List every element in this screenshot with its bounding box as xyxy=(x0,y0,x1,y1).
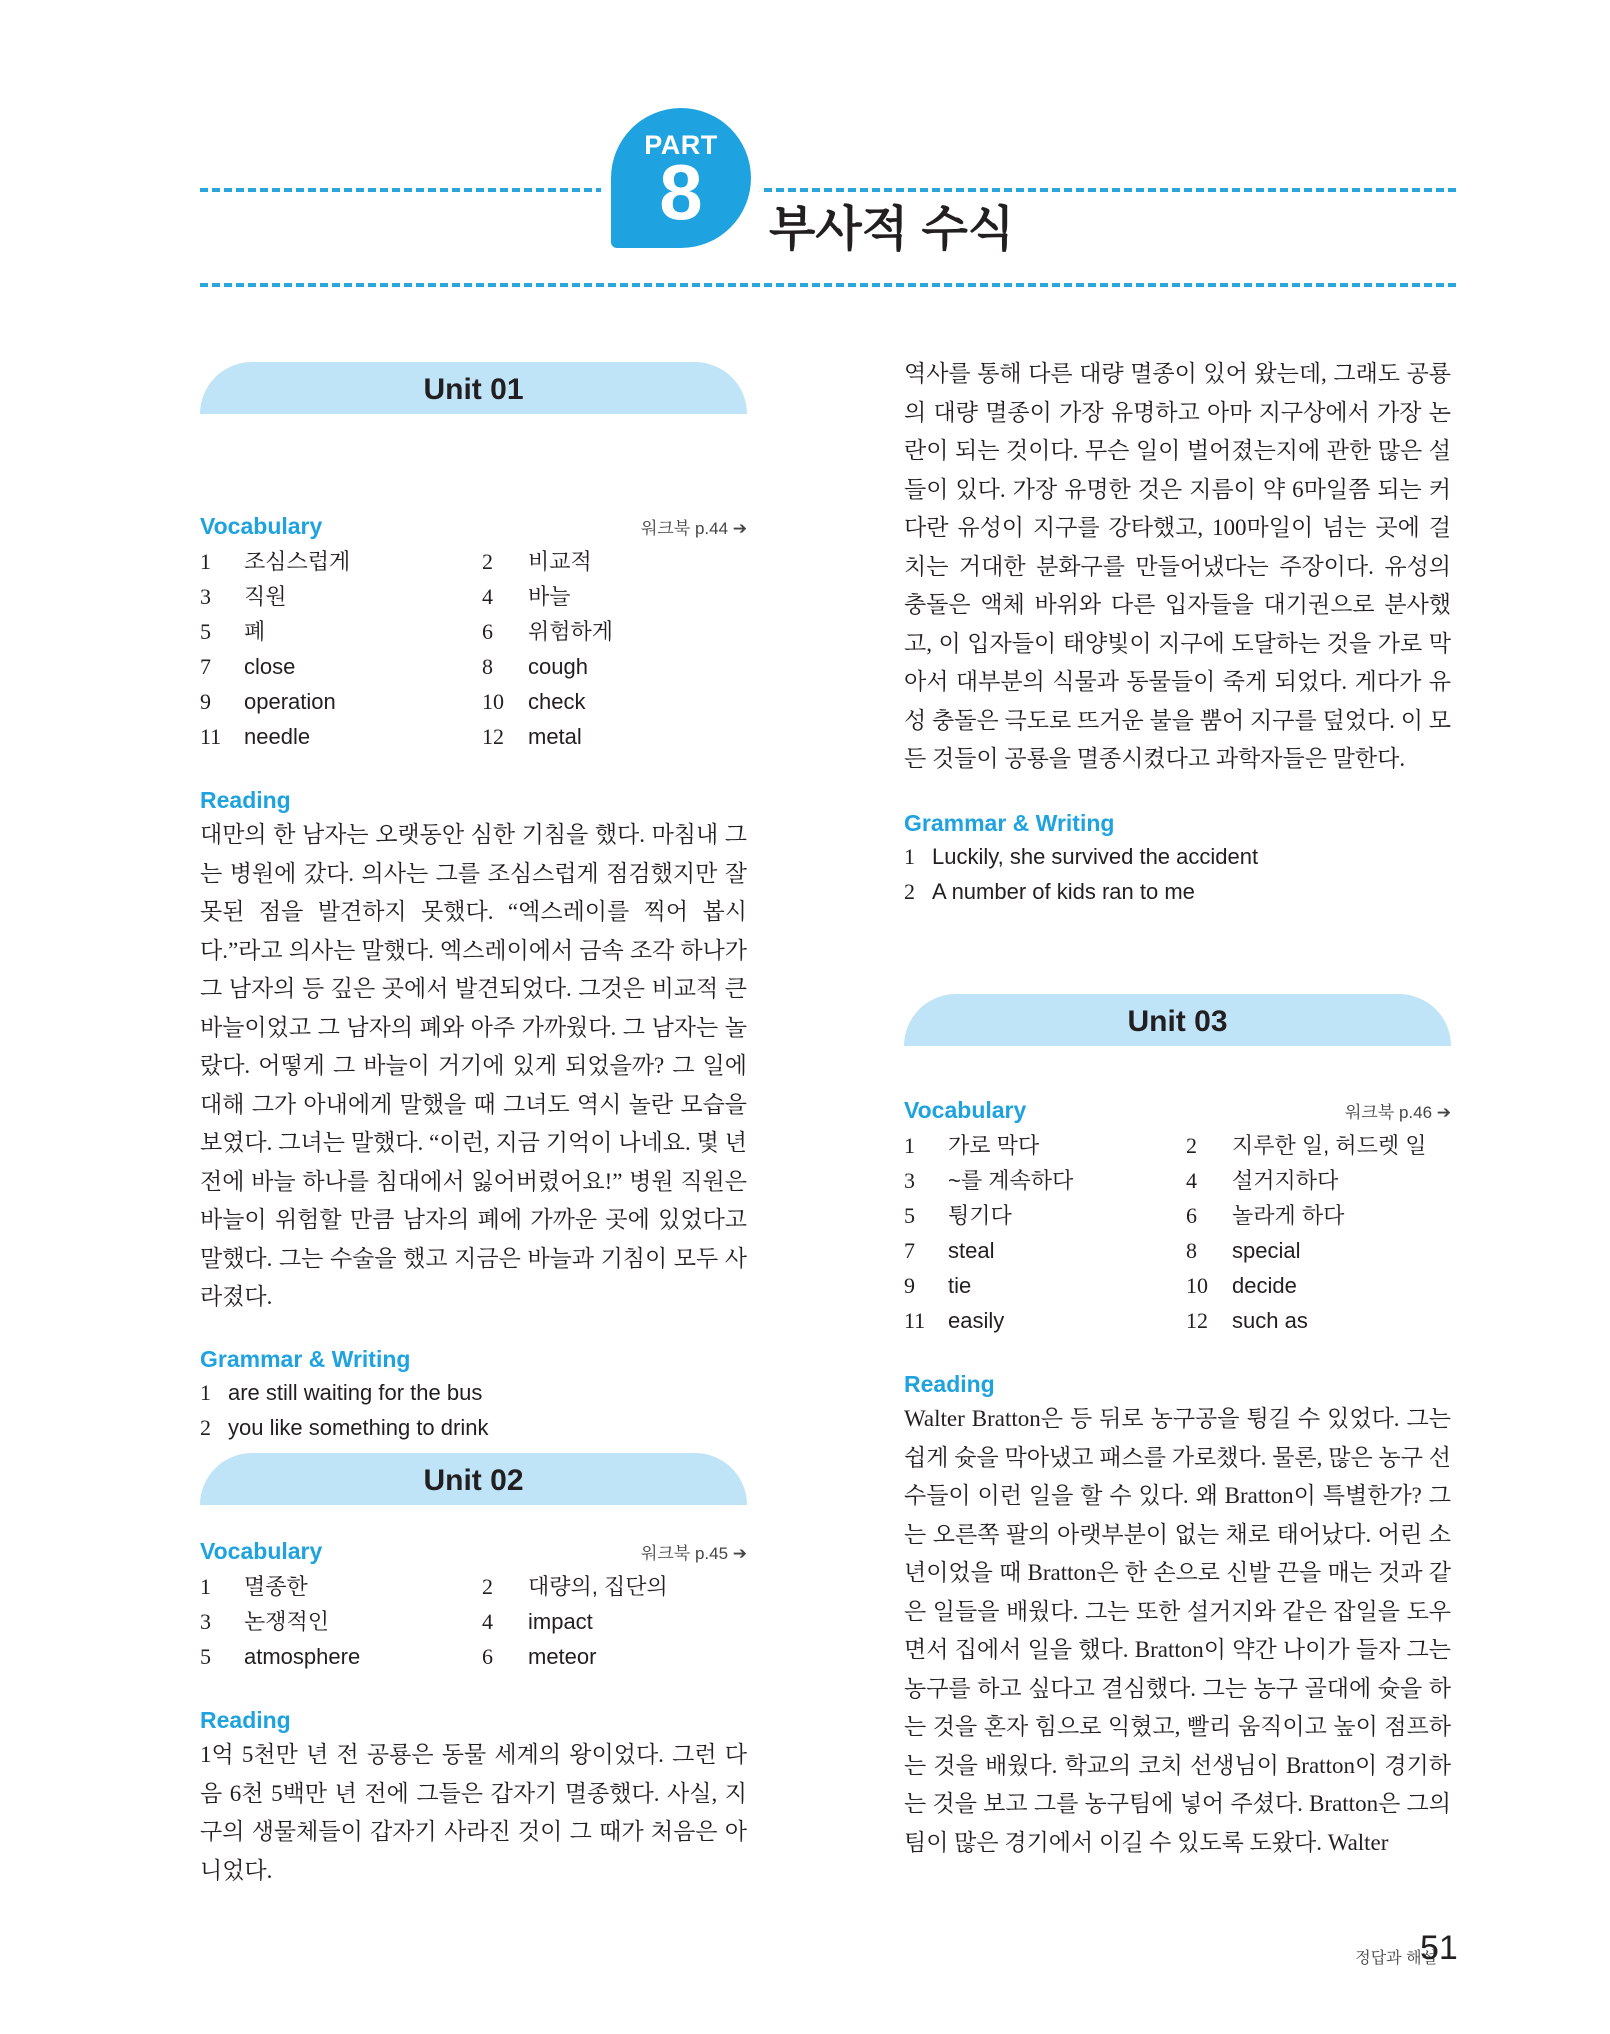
vocab-number: 3 xyxy=(200,1609,211,1634)
part-badge xyxy=(611,108,751,248)
vocabulary-heading: Vocabulary xyxy=(200,513,323,539)
page-title: 부사적 수식 xyxy=(765,200,1022,260)
vocab-number: 3 xyxy=(200,584,211,609)
vocab-row xyxy=(904,1233,1451,1268)
vocab-term: 조심스럽게 xyxy=(244,549,351,574)
vocab-term: 폐 xyxy=(244,619,266,644)
gw-answer xyxy=(200,1375,747,1410)
gw-number: 2 xyxy=(200,1414,211,1440)
vocab-row xyxy=(200,614,747,649)
vocab-number: 12 xyxy=(1186,1308,1208,1333)
vocabulary-heading: Vocabulary xyxy=(200,1538,323,1564)
unit-03-vocab-list xyxy=(904,1128,1451,1338)
gw-text: you like something to drink xyxy=(228,1414,489,1440)
gw-text: A number of kids ran to me xyxy=(932,878,1195,904)
vocab-term: metal xyxy=(528,724,582,749)
vocab-number: 5 xyxy=(200,619,211,644)
vocab-number: 6 xyxy=(1186,1203,1197,1228)
workbook-reference: 워크북 p.45 ➔ xyxy=(640,1544,747,1563)
vocab-row xyxy=(200,544,747,579)
vocab-row xyxy=(904,1163,1451,1198)
gw-text: Luckily, she survived the accident xyxy=(932,843,1259,869)
vocab-term: atmosphere xyxy=(244,1644,361,1669)
unit-03-reading-header xyxy=(904,1368,1451,1400)
vocab-term: 설거지하다 xyxy=(1232,1168,1339,1193)
vocab-number: 11 xyxy=(200,724,222,749)
unit-01-reading-header xyxy=(200,784,747,816)
unit-02-left xyxy=(200,1453,747,1890)
unit-01-vocab-list xyxy=(200,544,747,754)
workbook-reference: 워크북 p.46 ➔ xyxy=(1344,1103,1451,1122)
gw-answer xyxy=(904,874,1451,909)
vocab-row xyxy=(904,1303,1451,1338)
vocab-term: easily xyxy=(948,1308,1005,1333)
vocab-row xyxy=(200,1639,747,1674)
reading-heading: Reading xyxy=(904,1371,995,1397)
vocab-term: operation xyxy=(244,689,336,714)
vocab-term: special xyxy=(1232,1238,1301,1263)
unit-02-header: Unit 02 xyxy=(200,1453,747,1505)
vocab-number: 6 xyxy=(482,619,493,644)
vocabulary-heading: Vocabulary xyxy=(904,1097,1027,1123)
vocab-number: 1 xyxy=(200,549,211,574)
vocab-term: decide xyxy=(1232,1273,1297,1298)
vocab-number: 2 xyxy=(1186,1133,1197,1158)
vocab-number: 1 xyxy=(200,1574,211,1599)
vocab-term: 논쟁적인 xyxy=(244,1609,330,1634)
vocab-number: 7 xyxy=(200,654,211,679)
vocab-term: 놀라게 하다 xyxy=(1232,1203,1345,1228)
vocab-number: 9 xyxy=(904,1273,915,1298)
workbook-reference: 워크북 p.44 ➔ xyxy=(640,519,747,538)
vocab-term: meteor xyxy=(528,1644,597,1669)
unit-02-reading-header xyxy=(200,1704,747,1736)
vocab-term: cough xyxy=(528,654,588,679)
vocab-term: 튕기다 xyxy=(948,1203,1012,1228)
grammar-writing-heading: Grammar & Writing xyxy=(904,809,1115,836)
right-column xyxy=(904,355,1451,909)
grammar-writing-heading: Grammar & Writing xyxy=(200,1345,411,1372)
part-number: 8 xyxy=(659,148,703,236)
gw-number: 2 xyxy=(904,878,915,904)
vocab-number: 9 xyxy=(200,689,211,714)
unit-02-reading-text: 1억 5천만 년 전 공룡은 동물 세계의 왕이었다. 그런 다음 6천 5백만 년 전에 그들은 갑자기 멸종했다. 사실, 지구의 생물체들이 갑자기 사라진 것이 그 때가 처음은 아니었다. xyxy=(200,1742,747,1883)
vocab-row xyxy=(200,1569,747,1604)
vocab-term: needle xyxy=(244,724,311,749)
vocab-number: 10 xyxy=(1186,1273,1208,1298)
vocab-row xyxy=(200,719,747,754)
vocab-term: such as xyxy=(1232,1308,1308,1333)
vocab-term: tie xyxy=(948,1273,972,1298)
vocab-number: 12 xyxy=(482,724,504,749)
unit-02-vocab-header xyxy=(200,1535,747,1567)
vocab-row xyxy=(200,579,747,614)
left-column xyxy=(200,362,747,1445)
vocab-row xyxy=(200,649,747,684)
unit-03 xyxy=(904,994,1451,1862)
vocab-number: 6 xyxy=(482,1644,493,1669)
vocab-row xyxy=(200,1604,747,1639)
vocab-term: 바늘 xyxy=(528,584,571,609)
vocab-number: 2 xyxy=(482,1574,493,1599)
vocab-row xyxy=(904,1128,1451,1163)
unit-01-gw-header xyxy=(200,1343,747,1375)
vocab-term: 지루한 일, 허드렛 일 xyxy=(1232,1133,1427,1158)
unit-03-vocab-header xyxy=(904,1094,1451,1126)
vocab-term: 위험하게 xyxy=(528,619,614,644)
header-dashed-line-bottom xyxy=(200,283,1456,287)
vocab-term: check xyxy=(528,689,586,714)
vocab-number: 5 xyxy=(200,1644,211,1669)
vocab-term: steal xyxy=(948,1238,995,1263)
vocab-row xyxy=(200,684,747,719)
vocab-number: 2 xyxy=(482,549,493,574)
vocab-row xyxy=(904,1198,1451,1233)
unit-01-vocab-header xyxy=(200,510,747,542)
vocab-number: 1 xyxy=(904,1133,915,1158)
gw-answer xyxy=(200,1410,747,1445)
part-label: PART xyxy=(644,130,718,160)
vocab-number: 5 xyxy=(904,1203,915,1228)
footer-label: 정답과 해설 xyxy=(1355,1950,1437,1967)
vocab-number: 11 xyxy=(904,1308,926,1333)
vocab-number: 4 xyxy=(482,584,493,609)
vocab-number: 8 xyxy=(1186,1238,1197,1263)
vocab-term: ~를 계속하다 xyxy=(948,1168,1074,1193)
vocab-row xyxy=(904,1268,1451,1303)
reading-heading: Reading xyxy=(200,1707,291,1733)
vocab-number: 7 xyxy=(904,1238,915,1263)
gw-number: 1 xyxy=(904,843,915,869)
gw-number: 1 xyxy=(200,1379,211,1405)
vocab-number: 8 xyxy=(482,654,493,679)
unit-02-reading-continued: 역사를 통해 다른 대량 멸종이 있어 왔는데, 그래도 공룡의 대량 멸종이 가장 유명하고 아마 지구상에서 가장 논란이 되는 것이다. 무슨 일이 벌어졌는지에 관한 많은 설들이 있다. 가장 유명한 것은 지름이 약 6마일쯤 되는 커다란 유성이 지구를 강타했고, 100마일이 넘는 곳에 걸치는 거대한 분화구를 만들어냈다는 주장이다. 유성의 충돌은 액체 바위와 다른 입자들을 대기권으로 분사했고, 이 입자들이 태양빛이 지구에 도달하는 것을 가로 막아서 대부분의 식물과 동물들이 죽게 되었다. 게다가 유성 충돌은 극도로 뜨거운 불을 뿜어 지구를 덮었다. 이 모든 것들이 공룡을 멸종시켰다고 과학자들은 말한다. xyxy=(904,361,1451,771)
page-number: 51 xyxy=(1420,1929,1458,1967)
vocab-term: close xyxy=(244,654,296,679)
unit-03-header: Unit 03 xyxy=(904,994,1451,1046)
vocab-term: 가로 막다 xyxy=(948,1133,1040,1158)
vocab-number: 4 xyxy=(1186,1168,1197,1193)
unit-01-header: Unit 01 xyxy=(200,362,747,414)
header-dashed-line-top xyxy=(200,188,1456,192)
vocab-term: impact xyxy=(528,1609,593,1634)
vocab-term: 직원 xyxy=(244,584,287,609)
unit-03-reading-text: Walter Bratton은 등 뒤로 농구공을 튕길 수 있었다. 그는 쉽게 슛을 막아냈고 패스를 가로챘다. 물론, 많은 농구 선수들이 이런 일을 할 수 있다. 왜 Bratton이 특별한가? 그는 오른쪽 팔의 아랫부분이 없는 채로 태어났다. 어린 소년이었을 때 Bratton은 한 손으로 신발 끈을 매는 것과 같은 일들을 배웠다. 그는 또한 설거지와 같은 잡일을 도우면서 집에서 일을 했다. Bratton이 약간 나이가 들자 그는 농구를 하고 싶다고 결심했다. 그는 농구 골대에 슛을 하는 것을 혼자 힘으로 익혔고, 빨리 움직이고 높이 점프하는 것을 배웠다. 학교의 코치 선생님이 Bratton이 경기하는 것을 보고 그를 농구팀에 넣어 주셨다. Bratton은 그의 팀이 많은 경기에서 이길 수 있도록 도왔다. Walter xyxy=(904,1406,1451,1855)
unit-01-reading-text: 대만의 한 남자는 오랫동안 심한 기침을 했다. 마침내 그는 병원에 갔다. 의사는 그를 조심스럽게 점검했지만 잘못된 점을 발견하지 못했다. “엑스레이를 찍어 봅시다.”라고 의사는 말했다. 엑스레이에서 금속 조각 하나가 그 남자의 등 깊은 곳에서 발견되었다. 그것은 비교적 큰 바늘이었고 그 남자의 폐와 아주 가까웠다. 그 남자는 놀랐다. 어떻게 그 바늘이 거기에 있게 되었을까? 그 일에 대해 그가 아내에게 말했을 때 그녀도 역시 놀란 모습을 보였다. 그녀는 말했다. “이런, 지금 기억이 나네요. 몇 년 전에 바늘 하나를 침대에서 잃어버렸어요!” 병원 직원은 바늘이 위험할 만큼 남자의 폐에 가까운 곳에 있었다고 말했다. 그는 수술을 했고 지금은 바늘과 기침이 모두 사라졌다. xyxy=(200,822,747,1309)
gw-answer xyxy=(904,839,1451,874)
vocab-number: 3 xyxy=(904,1168,915,1193)
vocab-term: 대량의, 집단의 xyxy=(528,1574,668,1599)
vocab-number: 10 xyxy=(482,689,504,714)
unit-02-gw-header xyxy=(904,807,1451,839)
gw-text: are still waiting for the bus xyxy=(228,1379,483,1405)
reading-heading: Reading xyxy=(200,787,291,813)
unit-02-vocab-list xyxy=(200,1569,747,1674)
vocab-term: 멸종한 xyxy=(244,1574,308,1599)
vocab-number: 4 xyxy=(482,1609,493,1634)
vocab-term: 비교적 xyxy=(528,549,592,574)
